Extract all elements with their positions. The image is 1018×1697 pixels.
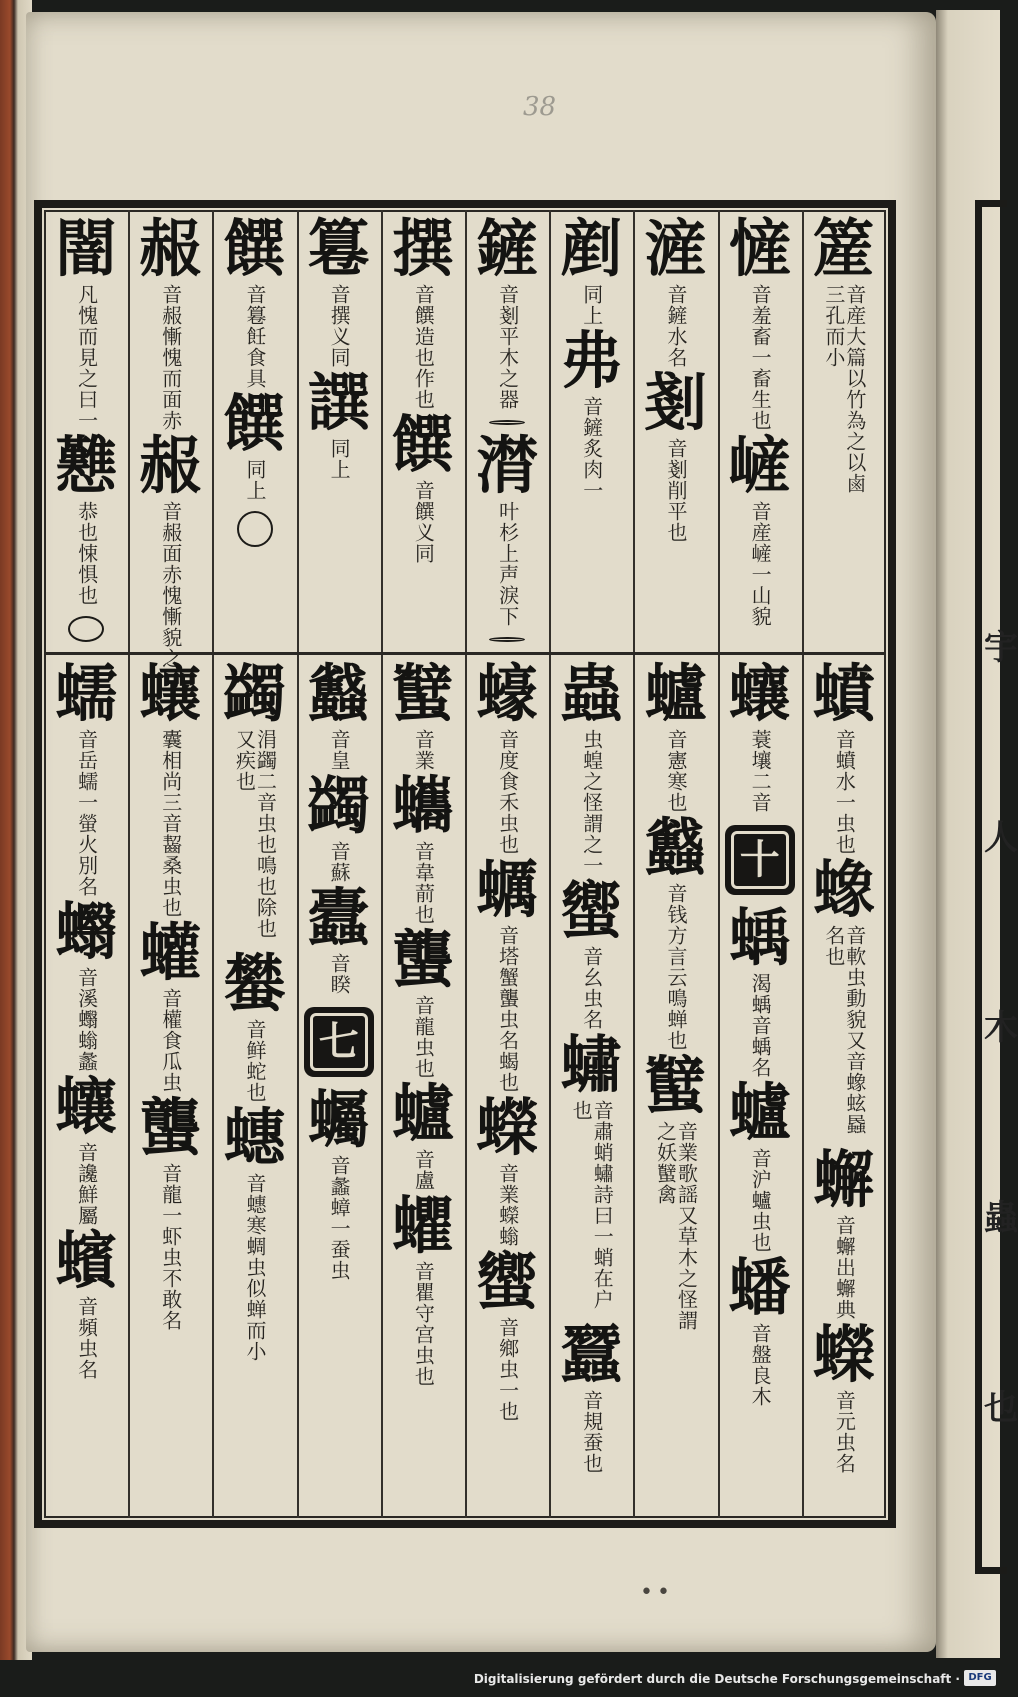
section-circle-mark bbox=[489, 637, 525, 642]
entry-headword: 蠣 bbox=[476, 853, 539, 926]
entry-headword: 蠲 bbox=[307, 769, 370, 842]
entry-headword: 蝺 bbox=[728, 901, 791, 974]
dictionary-entry bbox=[223, 212, 286, 389]
entry-gloss: 音元虫名 bbox=[832, 1390, 857, 1474]
dictionary-entry bbox=[139, 916, 202, 1093]
entry-gloss: 音龍一虾虫不敢名 bbox=[158, 1163, 183, 1331]
stroke-count-seal bbox=[304, 1007, 374, 1077]
entry-headword: 蠰 bbox=[728, 657, 791, 730]
entry-headword: 蠾 bbox=[307, 1083, 370, 1156]
entry-gloss: 音赧面赤愧慚貌之 bbox=[158, 501, 183, 669]
entry-headword: 蠑 bbox=[476, 1091, 539, 1164]
entry-headword: 赧 bbox=[139, 429, 202, 502]
dictionary-entry bbox=[391, 408, 454, 564]
dictionary-entry bbox=[560, 324, 623, 501]
dictionary-entry bbox=[139, 212, 202, 431]
facing-page-glyph: 也 bbox=[984, 1388, 1018, 1428]
facing-page-glyph: 蟲 bbox=[984, 1198, 1018, 1238]
entry-gloss: 音讒鮮屬 bbox=[74, 1142, 99, 1226]
entry-gloss: 音瞿守宫虫也 bbox=[411, 1261, 436, 1387]
entry-gloss: 虫蝗之怪謂之一 bbox=[579, 729, 604, 876]
entry-gloss: 音沪蠦虫也 bbox=[748, 1148, 773, 1253]
dictionary-entry bbox=[307, 657, 370, 771]
entry-headword: 蠁 bbox=[560, 874, 623, 947]
entry-gloss: 音産大篇以竹為之以鹵三孔而小 bbox=[821, 284, 867, 494]
dictionary-entry bbox=[728, 1251, 791, 1407]
dictionary-entry bbox=[307, 212, 370, 368]
dictionary-entry bbox=[223, 947, 286, 1103]
dictionary-entry bbox=[644, 811, 707, 1051]
dictionary-entry bbox=[223, 1101, 286, 1362]
entry-gloss: 音業歌謡又草木之怪謂之妖蠥禽 bbox=[653, 1121, 699, 1331]
dictionary-entry bbox=[55, 895, 118, 1072]
text-column bbox=[636, 657, 716, 1514]
dictionary-entry bbox=[55, 1070, 118, 1226]
entry-gloss: 音規蚕也 bbox=[579, 1390, 604, 1474]
entry-headword: 饌 bbox=[391, 408, 454, 481]
dictionary-entry bbox=[307, 769, 370, 883]
dictionary-entry bbox=[476, 1091, 539, 1247]
entry-gloss: 音鄉虫一也 bbox=[495, 1317, 520, 1422]
dictionary-entry bbox=[391, 212, 454, 410]
dfg-logo: DFG bbox=[964, 1670, 996, 1686]
entry-headword: 蠙 bbox=[55, 1224, 118, 1297]
dictionary-entry bbox=[139, 1091, 202, 1331]
dictionary-entry bbox=[644, 1049, 707, 1341]
entry-gloss: 囊相尚三音齧桑虫也 bbox=[158, 729, 183, 918]
entry-headword: 蠥 bbox=[644, 1049, 707, 1122]
dictionary-entry bbox=[391, 1189, 454, 1387]
entry-gloss: 音蟦水一虫也 bbox=[832, 729, 857, 855]
dictionary-entry bbox=[644, 657, 707, 813]
section-circle-mark bbox=[489, 420, 525, 425]
dictionary-entry bbox=[55, 429, 118, 606]
dictionary-entry bbox=[812, 1143, 875, 1320]
text-column bbox=[215, 212, 295, 648]
entry-gloss: 音憲寒也 bbox=[663, 729, 688, 813]
entry-gloss: 音産嵼一山貌 bbox=[748, 501, 773, 627]
entry-gloss: 恭也悚惧也 bbox=[74, 501, 99, 606]
entry-headword: 戁 bbox=[55, 429, 118, 502]
entry-headword: 蟲 bbox=[560, 657, 623, 730]
entry-gloss: 音饌造也作也 bbox=[411, 284, 436, 410]
text-column bbox=[804, 657, 884, 1514]
entry-gloss: 音度食禾虫也 bbox=[495, 729, 520, 855]
dictionary-entry bbox=[391, 657, 454, 771]
dictionary-entry bbox=[476, 657, 539, 855]
text-column bbox=[551, 212, 631, 648]
entry-gloss: 音睽 bbox=[327, 953, 352, 995]
stroke-count-label: 十 bbox=[731, 831, 789, 889]
text-column bbox=[720, 212, 800, 648]
entry-headword: 蠰 bbox=[139, 657, 202, 730]
entry-headword: 蠦 bbox=[728, 1076, 791, 1149]
entry-gloss: 同上 bbox=[579, 284, 604, 326]
entry-headword: 蠸 bbox=[139, 916, 202, 989]
facing-page-glyph: 木 bbox=[984, 1008, 1018, 1048]
entry-gloss: 蓑壤二音 bbox=[748, 729, 773, 813]
entry-headword: 㦃 bbox=[728, 212, 791, 285]
entry-gloss: 音撰义同 bbox=[327, 284, 352, 368]
stroke-count-label: 七 bbox=[310, 1013, 368, 1071]
dictionary-entry bbox=[812, 212, 875, 504]
entry-headword: 篹 bbox=[307, 212, 370, 285]
entry-headword: 蠥 bbox=[391, 657, 454, 730]
entry-headword: 弗 bbox=[560, 324, 623, 397]
entry-gloss: 音龍虫也 bbox=[411, 995, 436, 1079]
dictionary-entry bbox=[560, 1028, 623, 1320]
text-column bbox=[130, 212, 210, 669]
entry-gloss: 音頻虫名 bbox=[74, 1296, 99, 1380]
entry-gloss: 音赧慚愧而面赤 bbox=[158, 284, 183, 431]
dictionary-entry bbox=[307, 881, 370, 995]
entry-gloss: 音鏟水名 bbox=[663, 284, 688, 368]
facing-page-frame bbox=[975, 200, 1007, 1574]
dictionary-entry bbox=[307, 1083, 370, 1281]
entry-gloss: 音幺虫名 bbox=[579, 946, 604, 1030]
entry-gloss: 渴蝺音蝺名 bbox=[748, 973, 773, 1078]
dictionary-entry bbox=[307, 366, 370, 480]
digitization-credit: Digitalisierung gefördert durch die Deutsche Forschungsgemeinschaft · bbox=[473, 1672, 960, 1686]
text-column bbox=[46, 657, 126, 1514]
entry-gloss: 音剗平木之器 bbox=[495, 284, 520, 410]
entry-gloss: 音饌义同 bbox=[411, 480, 436, 564]
dictionary-entry bbox=[139, 429, 202, 669]
entry-headword: 簅 bbox=[812, 212, 875, 285]
dictionary-entry bbox=[139, 657, 202, 918]
entry-gloss: 音篹飪食具 bbox=[242, 284, 267, 389]
entry-gloss: 涓蠲二音虫也鳴也除也又疾也 bbox=[232, 729, 278, 939]
dictionary-entry bbox=[560, 212, 623, 326]
section-circle-mark bbox=[237, 511, 273, 547]
entry-headword: 蠲 bbox=[223, 657, 286, 730]
entry-headword: 蠶 bbox=[560, 1318, 623, 1391]
text-column bbox=[46, 212, 126, 648]
entry-gloss: 音蠏出蠏典 bbox=[832, 1215, 857, 1320]
entry-headword: 蠁 bbox=[476, 1245, 539, 1318]
entry-gloss: 音蘇 bbox=[327, 841, 352, 883]
entry-gloss: 音鲜蛇也 bbox=[242, 1019, 267, 1103]
text-column bbox=[215, 657, 295, 1514]
entry-gloss: 音權食瓜虫 bbox=[158, 988, 183, 1093]
binding-dots: •• bbox=[640, 1580, 674, 1605]
dictionary-entry bbox=[728, 901, 791, 1078]
entry-gloss: 音盧 bbox=[411, 1149, 436, 1191]
entry-gloss: 音皇 bbox=[327, 729, 352, 771]
text-column bbox=[467, 212, 547, 648]
entry-gloss: 音業蠑螉 bbox=[495, 1163, 520, 1247]
entry-headword: 蠜 bbox=[223, 947, 286, 1020]
dictionary-entry bbox=[560, 874, 623, 1030]
text-column bbox=[636, 212, 716, 648]
text-column bbox=[804, 212, 884, 648]
entry-headword: 蠪 bbox=[391, 923, 454, 996]
dictionary-entry bbox=[476, 1245, 539, 1422]
entry-gloss: 音鏟炙肉一 bbox=[579, 396, 604, 501]
dictionary-entry bbox=[391, 769, 454, 925]
entry-headword: 鏟 bbox=[476, 212, 539, 285]
entry-gloss: 音塔蟹蠪虫名蝎也 bbox=[495, 925, 520, 1093]
section-circle-mark bbox=[68, 616, 104, 642]
entry-gloss: 音岳蠕一螢火別名 bbox=[74, 729, 99, 897]
dictionary-entry bbox=[728, 212, 791, 431]
entry-gloss: 音韋葥也 bbox=[411, 841, 436, 925]
entry-headword: 潸 bbox=[476, 429, 539, 502]
entry-headword: 蠵 bbox=[391, 769, 454, 842]
entry-headword: 蠽 bbox=[644, 811, 707, 884]
text-column bbox=[467, 657, 547, 1514]
entry-gloss: 音盤良木 bbox=[748, 1323, 773, 1407]
dictionary-entry bbox=[728, 657, 791, 813]
entry-gloss: 音蟪寒蜩虫似蝉而小 bbox=[242, 1173, 267, 1362]
entry-gloss: 音肅蛸蟰詩曰一蛸在户也 bbox=[569, 1100, 615, 1310]
dictionary-entry bbox=[644, 212, 707, 368]
dictionary-entry bbox=[391, 1077, 454, 1191]
text-column bbox=[299, 212, 379, 648]
entry-headword: 蟪 bbox=[223, 1101, 286, 1174]
entry-gloss: 音钱方言云鳴蝉也 bbox=[663, 883, 688, 1051]
entry-headword: 饌 bbox=[223, 387, 286, 460]
dictionary-entry bbox=[560, 657, 623, 876]
entry-gloss: 同上 bbox=[242, 459, 267, 501]
entry-headword: 蟰 bbox=[560, 1028, 623, 1101]
text-column bbox=[299, 657, 379, 1514]
entry-headword: 蠷 bbox=[391, 1189, 454, 1262]
entry-headword: 蠦 bbox=[644, 657, 707, 730]
text-column bbox=[720, 657, 800, 1514]
entry-headword: 饌 bbox=[223, 212, 286, 285]
entry-headword: 蠰 bbox=[55, 1070, 118, 1143]
entry-headword: 赧 bbox=[139, 212, 202, 285]
entry-headword: 闇 bbox=[55, 212, 118, 285]
entry-headword: 剗 bbox=[644, 366, 707, 439]
dictionary-entry bbox=[55, 1224, 118, 1380]
facing-page-glyph: 人 bbox=[984, 818, 1018, 858]
handwritten-page-number: 38 bbox=[523, 92, 557, 122]
facing-page-glyph: 宇 bbox=[984, 628, 1018, 668]
entry-headword: 蠹 bbox=[307, 881, 370, 954]
text-column bbox=[383, 212, 463, 648]
entry-headword: 蟦 bbox=[812, 657, 875, 730]
entry-gloss: 音溪蠮螉蠡 bbox=[74, 967, 99, 1072]
entry-headword: 蠑 bbox=[812, 1318, 875, 1391]
dictionary-entry bbox=[223, 387, 286, 501]
entry-headword: 蟠 bbox=[728, 1251, 791, 1324]
entry-headword: 蠮 bbox=[55, 895, 118, 968]
dictionary-entry bbox=[812, 1318, 875, 1474]
entry-headword: 嵼 bbox=[728, 429, 791, 502]
stroke-count-seal bbox=[725, 825, 795, 895]
entry-headword: 剷 bbox=[560, 212, 623, 285]
dictionary-entry bbox=[476, 212, 539, 410]
entry-headword: 蠽 bbox=[307, 657, 370, 730]
dictionary-entry bbox=[812, 853, 875, 1145]
entry-headword: 譔 bbox=[307, 366, 370, 439]
entry-gloss: 叶杉上声淚下 bbox=[495, 501, 520, 627]
dictionary-entry bbox=[391, 923, 454, 1079]
dictionary-entry bbox=[728, 429, 791, 627]
entry-gloss: 同上 bbox=[327, 438, 352, 480]
entry-headword: 蟓 bbox=[812, 853, 875, 926]
entry-gloss: 音業 bbox=[411, 729, 436, 771]
entry-gloss: 音軟虫動貌又音蟓蚿蟁名也 bbox=[821, 925, 867, 1135]
text-column bbox=[130, 657, 210, 1514]
entry-headword: 蠔 bbox=[476, 657, 539, 730]
entry-gloss: 凡愧而見之曰一 bbox=[74, 284, 99, 431]
dictionary-entry bbox=[728, 1076, 791, 1253]
dictionary-entry bbox=[560, 1318, 623, 1474]
entry-gloss: 音羞畜一畜生也 bbox=[748, 284, 773, 431]
dictionary-entry bbox=[644, 366, 707, 543]
entry-headword: 蠦 bbox=[391, 1077, 454, 1150]
entry-headword: 滻 bbox=[644, 212, 707, 285]
entry-headword: 蠏 bbox=[812, 1143, 875, 1216]
dictionary-entry bbox=[55, 657, 118, 897]
dictionary-entry bbox=[55, 212, 118, 431]
entry-headword: 撰 bbox=[391, 212, 454, 285]
entry-headword: 蠪 bbox=[139, 1091, 202, 1164]
entry-headword: 蠕 bbox=[55, 657, 118, 730]
dictionary-entry bbox=[476, 429, 539, 627]
text-column bbox=[551, 657, 631, 1514]
dictionary-entry bbox=[476, 853, 539, 1093]
dictionary-entry bbox=[812, 657, 875, 855]
text-column bbox=[383, 657, 463, 1514]
entry-gloss: 音蠡蟑一蚕虫 bbox=[327, 1155, 352, 1281]
entry-gloss: 音剗削平也 bbox=[663, 438, 688, 543]
dictionary-entry bbox=[223, 657, 286, 949]
